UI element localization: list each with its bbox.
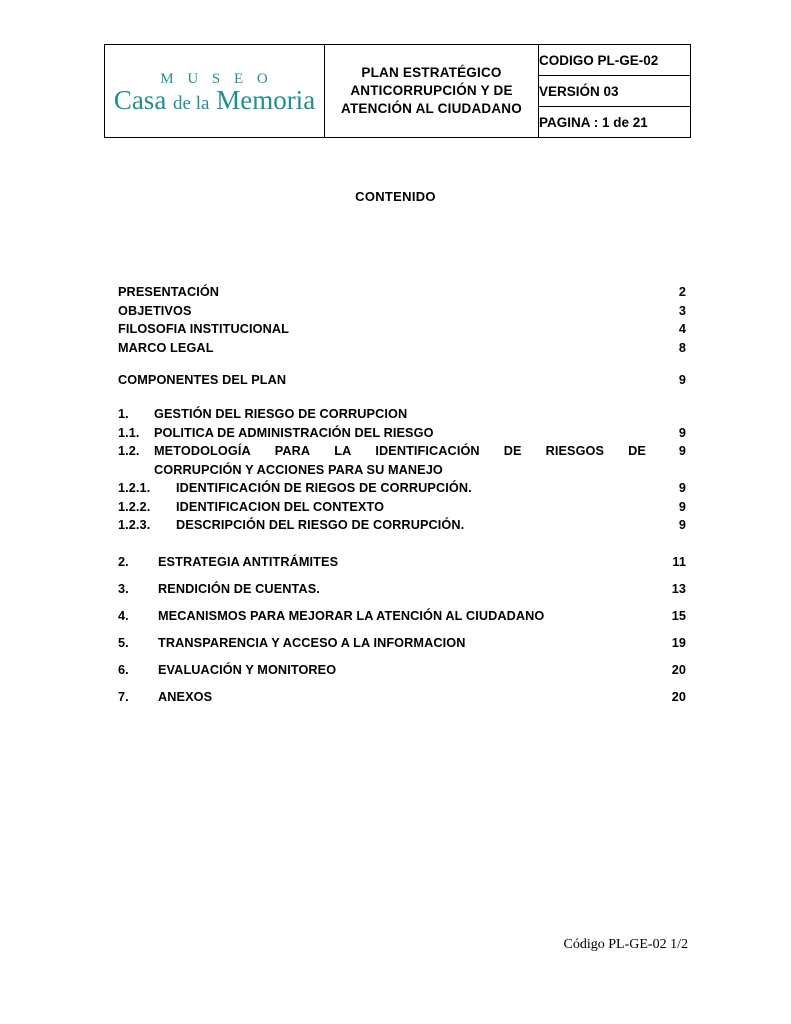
toc-label: MARCO LEGAL [118,340,214,355]
toc-number: 1. [118,407,129,422]
toc-number: 1.2.3. [118,518,151,533]
toc-page-number: 9 [678,499,686,514]
toc-spacer [118,623,690,636]
toc-label: GESTIÓN DEL RIESGO DE CORRUPCION [154,407,408,422]
header-codigo: CODIGO PL-GE-02 [539,45,691,76]
toc-entry-estrategia-antitramites[interactable] [118,555,690,569]
toc-page-number: 9 [678,444,686,459]
toc-label: COMPONENTES DEL PLAN [118,373,287,388]
toc-entry-gestion-riesgo-corrupcion[interactable] [118,405,690,424]
toc-label: TRANSPARENCIA Y ACCESO A LA INFORMACION [158,635,466,650]
toc-page-number: 9 [678,518,686,533]
toc-spacer [118,569,690,582]
toc-label: METODOLOGÍA PARA LA IDENTIFICACIÓN DE RIESGOS DE [154,444,646,459]
toc-page-number: 9 [678,481,686,496]
page-footer: Código PL-GE-02 1/2 [563,937,688,952]
toc-page-number: 4 [678,322,686,337]
toc-entry-evaluacion-monitoreo[interactable] [118,663,690,677]
toc-number: 5. [118,635,129,650]
toc-page-number: 9 [678,373,686,388]
toc-label: RENDICIÓN DE CUENTAS. [158,581,320,596]
toc-page-number: 11 [672,554,686,569]
toc-page-number: 3 [678,303,686,318]
toc-number: 7. [118,689,129,704]
toc-label: FILOSOFIA INSTITUCIONAL [118,322,289,337]
toc-entry-rendicion-de-cuentas[interactable] [118,582,690,596]
toc-spacer [118,357,690,373]
toc-number: 2. [118,554,129,569]
toc-label: PRESENTACIÓN [118,285,220,299]
logo-casa-memoria-text: Casa de la Memoria [113,84,316,115]
museo-logo [105,69,324,114]
toc-number: 3. [118,581,129,596]
toc-entry-descripcion-riesgo-corrupcion[interactable] [118,516,690,535]
toc-page-number: 2 [678,285,686,299]
toc-number: 1.1. [118,425,140,440]
toc-label: OBJETIVOS [118,303,192,318]
toc-label: IDENTIFICACIÓN DE RIEGOS DE CORRUPCIÓN. [176,481,472,496]
toc-entry-filosofia-institucional[interactable] [118,320,690,339]
toc-number: 4. [118,608,129,623]
toc-label: ESTRATEGIA ANTITRÁMITES [158,554,339,569]
toc-entry-mecanismos-atencion-ciudadano[interactable] [118,609,690,623]
toc-label-line2: CORRUPCIÓN Y ACCIONES PARA SU MANEJO [154,462,443,477]
toc-entry-metodologia-identificacion-riesgos[interactable] [118,442,690,479]
toc-label: MECANISMOS PARA MEJORAR LA ATENCIÓN AL CIUDADANO [158,608,545,623]
header-pagina: PAGINA : 1 de 21 [539,107,691,138]
header-version: VERSIÓN 03 [539,76,691,107]
toc-number: 1.2.1. [118,481,151,496]
toc-label: POLITICA DE ADMINISTRACIÓN DEL RIESGO [154,425,434,440]
logo-cell [105,45,325,138]
toc-spacer [118,650,690,663]
document-header-table [104,44,691,138]
toc-label: DESCRIPCIÓN DEL RIESGO DE CORRUPCIÓN. [176,518,465,533]
toc-number: 1.2. [118,444,140,459]
toc-spacer [118,677,690,690]
toc-spacer [118,596,690,609]
toc-page-number: 8 [678,340,686,355]
toc-page-number: 19 [671,635,686,650]
toc-page-number: 15 [671,608,686,623]
toc-entry-identificacion-riegos-corrupcion[interactable] [118,479,690,498]
toc-number: 6. [118,662,129,677]
logo-museo-text: M U S E O [160,70,273,87]
toc-group-main [118,283,690,357]
toc-entry-marco-legal[interactable] [118,339,690,358]
toc-page-number: 20 [671,662,686,677]
toc-entry-componentes-del-plan[interactable] [118,373,690,387]
toc-entry-presentacion[interactable] [118,283,690,302]
toc-label: IDENTIFICACION DEL CONTEXTO [176,499,385,514]
toc-page-number: 9 [678,425,686,440]
table-of-contents [118,283,690,704]
toc-number: 1.2.2. [118,499,151,514]
toc-page-number: 13 [671,581,686,596]
contenido-heading: CONTENIDO [355,189,436,204]
document-title: PLAN ESTRATÉGICO ANTICORRUPCIÓN Y DE ATENCIÓN AL CIUDADANO [325,45,539,138]
toc-label: ANEXOS [158,689,213,704]
toc-entry-objetivos[interactable] [118,302,690,321]
toc-label: EVALUACIÓN Y MONITOREO [158,662,337,677]
toc-page-number: 20 [671,689,686,704]
toc-spacer [118,387,690,405]
toc-entry-anexos[interactable] [118,690,690,704]
toc-entry-transparencia-acceso-informacion[interactable] [118,636,690,650]
toc-entry-politica-administracion-riesgo[interactable] [118,424,690,443]
toc-spacer [118,535,690,555]
toc-entry-identificacion-contexto[interactable] [118,498,690,517]
